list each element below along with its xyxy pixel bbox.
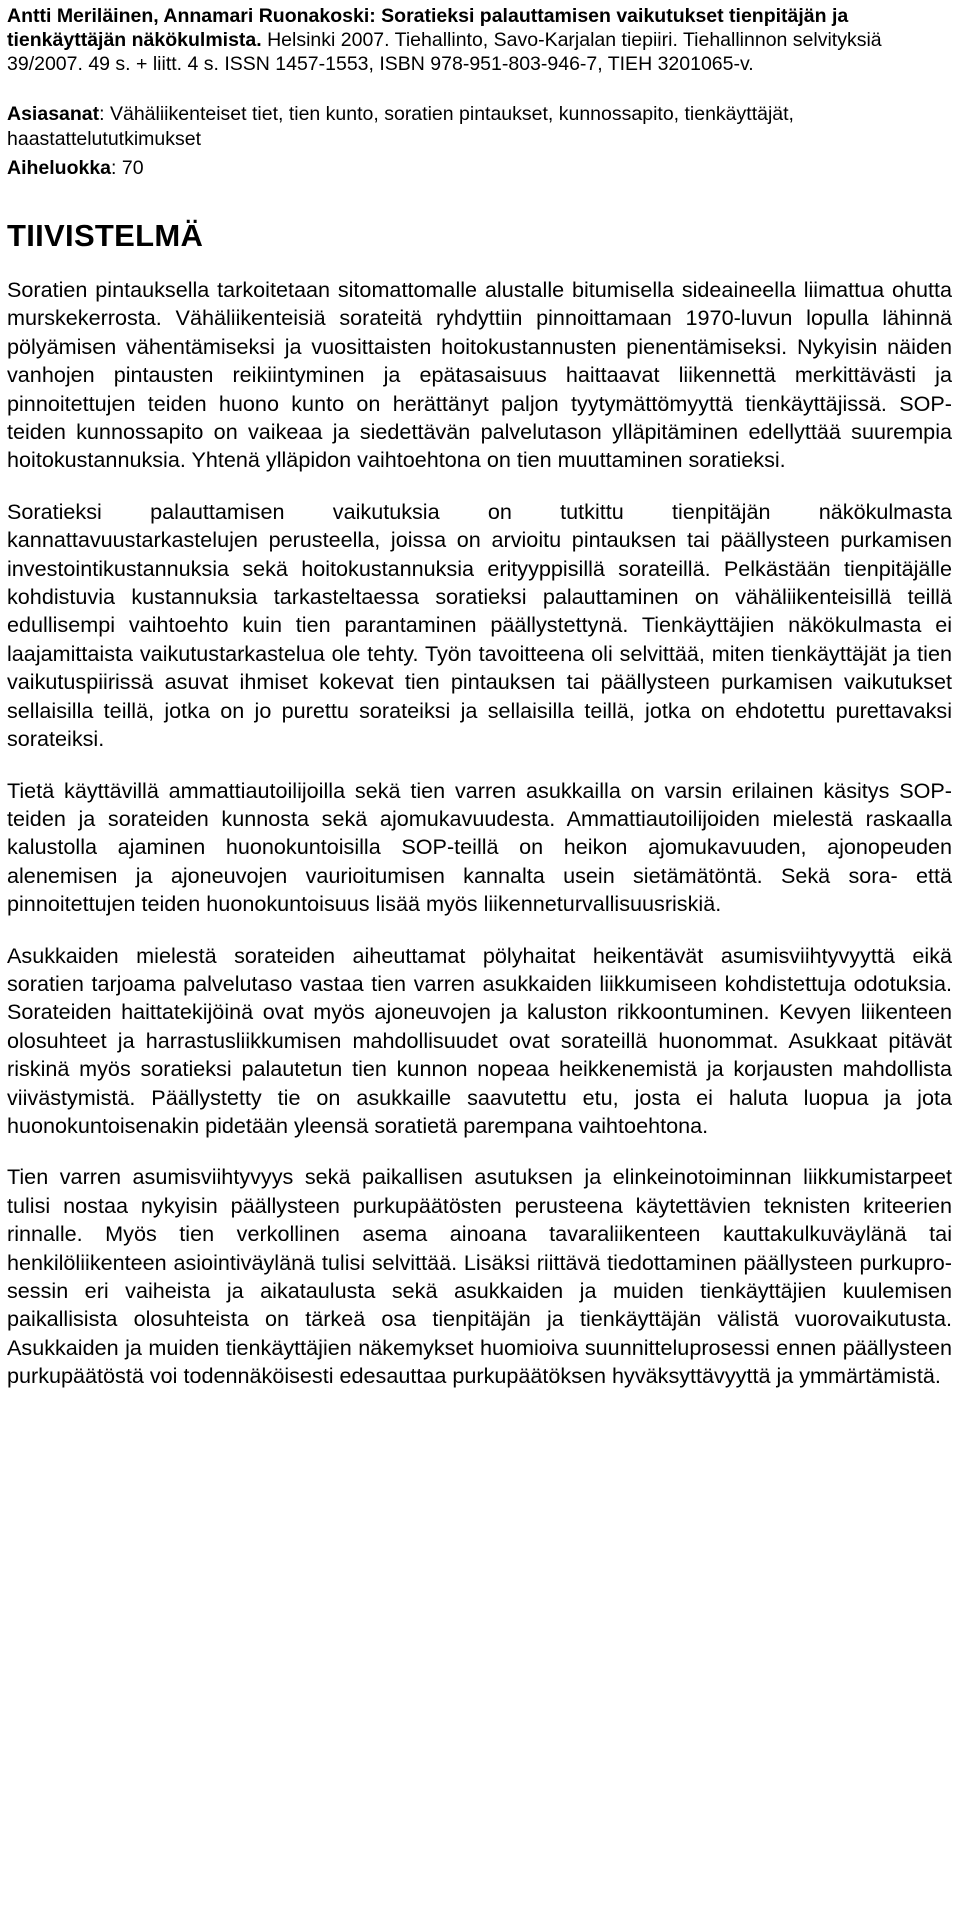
keywords-label: Asiasanat bbox=[7, 103, 100, 125]
document-page bbox=[7, 4, 952, 1414]
abstract-paragraph: Asukkaiden mielestä sorateiden aiheuttamat pölyhaitat heikentävät asumisviihtyvyyttä eikä soratien tarjoama palvelutaso vastaa tien varren asukkaiden liikkumiseen kohdistettuja odotuksia. Sorateiden haittatekijöinä ovat myös ajoneuvojen ja kaluston rikkoontuminen. Kevyen liikenteen olosuhteet ja harrastusliikkumisen mahdollisuudet ovat sorateillä huonommat. Asukkaat pitävät riskinä myös soratieksi palautetun tien kunnon nopeaa heikkenemistä ja korjausten mahdollista viivästymistä. Päällystetty tie on asukkaille saavutettu etu, josta ei haluta luopua ja jota huonokuntoisenakin pidetään yleensä soratietä parempana vaihtoehtona. bbox=[7, 942, 952, 1138]
abstract-body bbox=[7, 276, 952, 1391]
keywords-line bbox=[7, 102, 952, 152]
reference-publication-details: Helsinki 2007. Tiehallinto, Savo-Karjalan tiepiiri. Tiehallinnon selvityksiä 39/2007. 49 s. + liitt. 4 s. ISSN 1457-1553, ISBN 978-951-803-946-7, TIEH 3201065-v. bbox=[7, 29, 882, 75]
category-line bbox=[7, 156, 952, 181]
abstract-paragraph: Tietä käyttävillä ammattiautoilijoilla sekä tien varren asukkailla on varsin erilainen käsitys SOP-teiden ja sorateiden kunnosta sekä ajomukavuudesta. Ammattiautoilijoiden mielestä raskaalla kalustolla ajaminen huonokuntoisilla SOP-teillä on heikon ajomukavuuden, ajonopeuden alenemisen ja ajoneuvojen vaurioitumisen kannalta usein sietämätöntä. Sekä sora- että pinnoitettujen teiden huonokuntoisuus lisää myös liikenneturvallisuusriskiä. bbox=[7, 777, 952, 917]
reference-authors-title: Antti Meriläinen, Annamari Ruonakoski: Soratieksi palauttamisen vaikutukset tienpitäjän ja tienkäyttäjän näkökulmista. bbox=[7, 5, 849, 51]
keywords-text: : Vähäliikenteiset tiet, tien kunto, soratien pintaukset, kunnossapito, tienkäyttäjät, haastattelututkimukset bbox=[7, 103, 794, 150]
abstract-paragraph: Soratien pintauksella tarkoitetaan sitomattomalle alustalle bitumisella sideaineella liimattua ohutta murskekerrosta. Vähäliikenteisiä sorateitä ryhdyttiin pinnoittamaan 1970-luvun lopulla lähinnä pölyämisen vähentämiseksi ja vuosittaisten hoitokustannusten pienentämiseksi. Nykyisin näiden vanhojen pintausten reikiintyminen ja epätasaisuus haittaavat liikennettä merkittävästi ja pinnoitettujen teiden huono kunto on herättänyt paljon tyytymättömyyttä tienkäyttäjissä. SOP-teiden kunnossapito on vaikeaa ja siedettävän palvelutason ylläpitäminen edellyttää suurempia hoitokustannuksia. Yhtenä ylläpidon vaihtoehtona on tien muuttaminen soratieksi. bbox=[7, 277, 952, 473]
abstract-heading: TIIVISTELMÄ bbox=[7, 218, 204, 253]
abstract-paragraph: Soratieksi palauttamisen vaikutuksia on tutkittu tienpitäjän näkökulmasta kannattavuustarkastelujen perusteella, joissa on arvioitu pintauksen tai päällysteen purkamisen investointikustannuksia sekä hoitokustannuksia erityyppisillä sorateillä. Pelkästään tienpitäjälle kohdistuvia kustannuksia tarkasteltaessa soratieksi palauttaminen on vähäliikenteisillä teillä edullisempi vaihtoehto kuin tien parantaminen päällystettynä. Tienkäyttäjien näkökulmasta ei laajamittaista vaikutustarkastelua ole tehty. Työn tavoitteena oli selvittää, miten tienkäyttäjät ja tien vaikutuspiirissä asuvat ihmiset kokevat tien pintauksen tai päällysteen purkamisen vaikutukset sellaisilla teillä, jotka on jo purettu sorateiksi ja sellaisilla teillä, jotka on ehdotettu purettavaksi sorateiksi. bbox=[7, 498, 952, 752]
bibliographic-reference bbox=[7, 4, 952, 76]
category-label: Aiheluokka bbox=[7, 157, 112, 179]
category-text: : 70 bbox=[111, 157, 144, 179]
abstract-paragraph: Tien varren asumisviihtyvyys sekä paikallisen asutuksen ja elinkeinotoiminnan liikkumistarpeet tulisi nostaa nykyisin päällysteen purkupäätösten perusteena käytettävien teknisten kriteerien rinnalle. Myös tien verkollinen asema ainoana tavaraliikenteen kauttakulkuväylänä tai henkilöliikenteen asiointiväylänä tulisi selvittää. Lisäksi riittävä tiedottaminen päällysteen purkuprosessin eri vaiheista ja aikataulusta sekä asukkaiden ja muiden tienkäyttäjien kuulemisen paikallisista olosuhteista on tärkeä osa tienpitäjän ja tienkäyttäjän välistä vuorovaikutusta. Asukkaiden ja muiden tienkäyttäjien näkemykset huomioiva suunnitteluprosessi ennen päällysteen purkupäätöstä voi todennäköisesti edesauttaa purkupäätöksen hyväksyttävyyttä ja ymmärtämistä. bbox=[7, 1164, 952, 1389]
